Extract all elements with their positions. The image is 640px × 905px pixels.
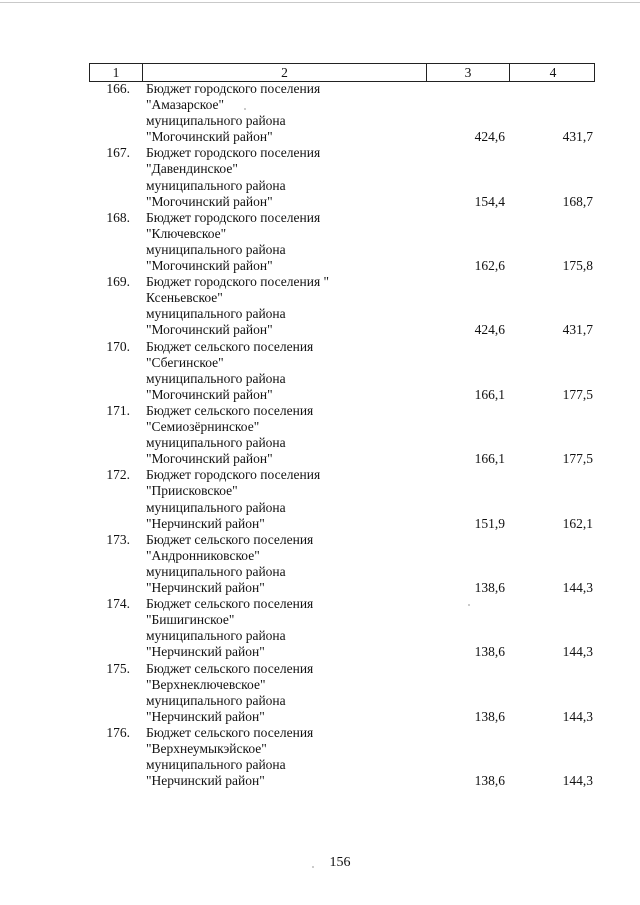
row-value-col4: 162,1	[562, 515, 593, 531]
name-line: "Могочинский район"	[146, 193, 273, 209]
page-number: 156	[329, 855, 351, 870]
name-line: "Андронниковское"	[146, 547, 260, 563]
row-value-col4: 175,8	[562, 258, 593, 274]
row-number: 173.	[106, 531, 130, 547]
name-line: Бюджет городского поселения "	[146, 274, 330, 290]
row-value-col4: 431,7	[562, 322, 593, 338]
name-line: "Могочинский район"	[146, 386, 273, 402]
row-value-col3: 424,6	[474, 322, 505, 338]
row-number: 175.	[106, 660, 130, 676]
name-line: муниципального района	[146, 435, 286, 451]
name-line: Ксеньевское"	[146, 290, 223, 306]
row-value-col3: 138,6	[474, 644, 505, 660]
row-name	[142, 403, 426, 467]
table-row	[89, 467, 595, 531]
name-line: "Давендинское"	[146, 161, 238, 177]
row-value-col3: 138,6	[474, 708, 505, 724]
name-line: Бюджет сельского поселения	[146, 531, 314, 547]
table-header	[89, 63, 595, 82]
name-line: "Могочинский район"	[146, 451, 273, 467]
table-row	[89, 661, 595, 725]
name-line: "Приисковское"	[146, 483, 238, 499]
table-body	[89, 81, 595, 789]
row-number: 168.	[106, 209, 130, 225]
name-line: "Амазарское"	[146, 97, 225, 113]
table-row	[89, 81, 595, 145]
name-line: "Сбегинское"	[146, 354, 224, 370]
scan-speck	[244, 108, 246, 110]
scan-speck	[468, 604, 470, 606]
row-name	[142, 532, 426, 596]
name-line: муниципального района	[146, 499, 286, 515]
row-name	[142, 661, 426, 725]
row-value-col4: 431,7	[562, 129, 593, 145]
row-name	[142, 81, 426, 145]
row-value-col3: 166,1	[474, 386, 505, 402]
row-name	[142, 725, 426, 789]
row-value-col3: 162,6	[474, 258, 505, 274]
row-value-col3: 138,6	[474, 773, 505, 789]
name-line: "Нерчинский район"	[146, 515, 265, 531]
row-name	[142, 210, 426, 274]
name-line: муниципального района	[146, 177, 286, 193]
name-line: "Могочинский район"	[146, 129, 273, 145]
name-line: Бюджет сельского поселения	[146, 338, 314, 354]
name-line: "Верхнеключевское"	[146, 676, 266, 692]
row-name	[142, 145, 426, 209]
row-number: 169.	[106, 274, 130, 290]
row-value-col3: 151,9	[474, 515, 505, 531]
scan-speck	[312, 866, 314, 868]
name-line: "Нерчинский район"	[146, 644, 265, 660]
row-value-col3: 154,4	[474, 193, 505, 209]
row-value-col3: 424,6	[474, 129, 505, 145]
row-value-col4: 177,5	[562, 451, 593, 467]
table-row	[89, 403, 595, 467]
row-value-col4: 168,7	[562, 193, 593, 209]
name-line: муниципального района	[146, 113, 286, 129]
name-line: Бюджет сельского поселения	[146, 660, 314, 676]
name-line: "Могочинский район"	[146, 322, 273, 338]
name-line: "Бишигинское"	[146, 612, 235, 628]
name-line: Бюджет городского поселения	[146, 81, 321, 96]
name-line: Бюджет сельского поселения	[146, 596, 314, 612]
row-name	[142, 274, 426, 338]
row-value-col4: 144,3	[562, 580, 593, 596]
row-number: 167.	[106, 145, 130, 161]
row-value-col4: 144,3	[562, 644, 593, 660]
row-value-col3: 166,1	[474, 451, 505, 467]
name-line: муниципального района	[146, 692, 286, 708]
header-col-1: 1	[90, 64, 143, 81]
row-number: 166.	[106, 81, 130, 96]
row-name	[142, 339, 426, 403]
name-line: муниципального района	[146, 241, 286, 257]
name-line: Бюджет сельского поселения	[146, 402, 314, 418]
name-line: муниципального района	[146, 628, 286, 644]
row-value-col4: 144,3	[562, 773, 593, 789]
row-value-col3: 138,6	[474, 580, 505, 596]
table-row	[89, 145, 595, 209]
name-line: муниципального района	[146, 563, 286, 579]
table-row	[89, 210, 595, 274]
name-line: "Верхнеумыкэйское"	[146, 741, 267, 756]
row-name	[142, 596, 426, 660]
table-row	[89, 596, 595, 660]
name-line: "Нерчинский район"	[146, 580, 265, 596]
header-col-2: 2	[143, 64, 427, 81]
name-line: "Могочинский район"	[146, 258, 273, 274]
header-col-4: 4	[549, 65, 557, 80]
table-row	[89, 339, 595, 403]
row-number: 174.	[106, 596, 130, 612]
row-number: 171.	[106, 402, 130, 418]
table-row	[89, 274, 595, 338]
row-value-col4: 177,5	[562, 386, 593, 402]
name-line: муниципального района	[146, 370, 286, 386]
name-line: муниципального района	[146, 306, 286, 322]
name-line: муниципального района	[146, 757, 286, 773]
name-line: "Семиозёрнинское"	[146, 419, 260, 435]
row-name	[142, 467, 426, 531]
header-col-3: 3	[427, 64, 510, 81]
name-line: Бюджет городского поселения	[146, 145, 321, 161]
row-number: 176.	[106, 724, 130, 740]
row-number: 170.	[106, 338, 130, 354]
name-line: "Ключевское"	[146, 225, 227, 241]
name-line: Бюджет городского поселения	[146, 209, 321, 225]
name-line: "Нерчинский район"	[146, 773, 265, 789]
row-number: 172.	[106, 467, 130, 483]
table-row	[89, 725, 595, 789]
table-row	[89, 532, 595, 596]
row-value-col4: 144,3	[562, 708, 593, 724]
name-line: "Нерчинский район"	[146, 708, 265, 724]
name-line: Бюджет городского поселения	[146, 467, 321, 483]
name-line: Бюджет сельского поселения	[146, 724, 314, 740]
